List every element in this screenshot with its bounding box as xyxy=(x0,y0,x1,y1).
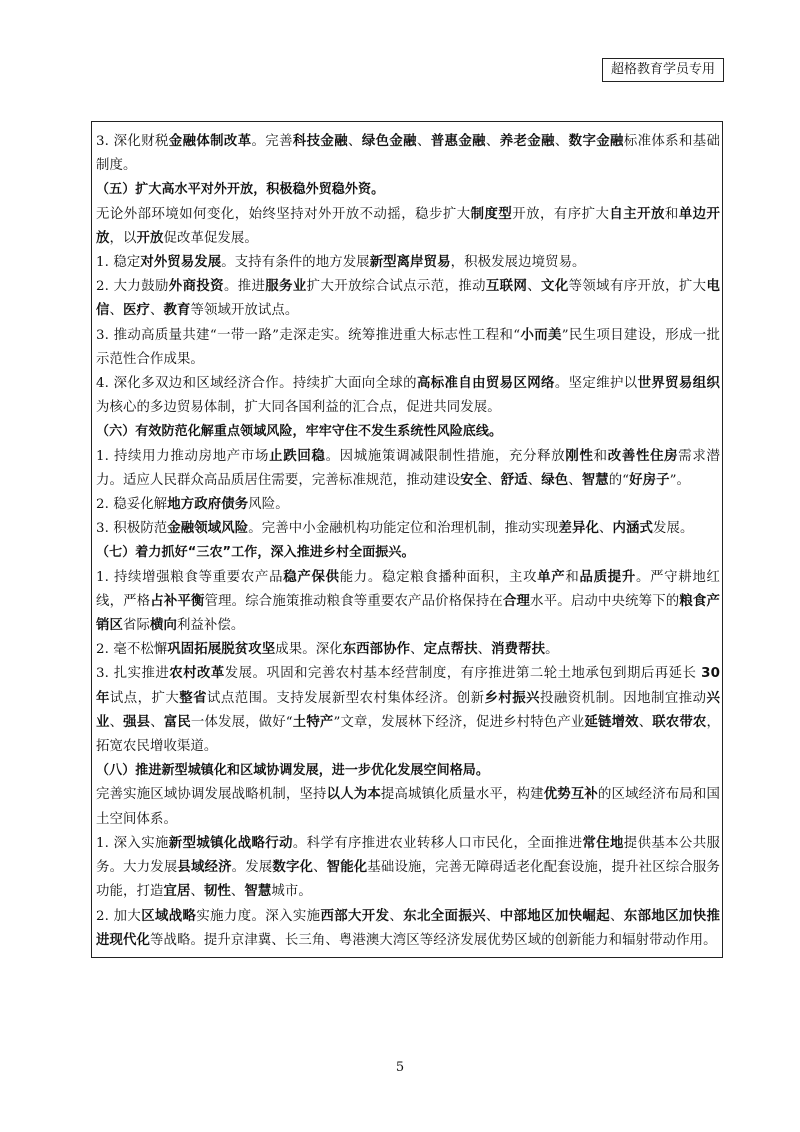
text-run: 1. 持续用力推动房地产市场 xyxy=(96,448,270,464)
text-run: 实施力度。深入实施 xyxy=(196,908,321,924)
bold-term: 智慧 xyxy=(244,884,272,900)
bold-term: 养老金融 xyxy=(499,134,555,149)
bold-term: 新型城镇化战略行动 xyxy=(168,835,293,851)
text-run: 、 xyxy=(527,279,542,295)
text-run: 试点，扩大 xyxy=(109,690,180,706)
text-run: 、 xyxy=(554,134,569,149)
bold-term: 农村改革 xyxy=(169,666,225,682)
section-heading xyxy=(96,759,720,783)
text-run: 为核心的多边贸易体制，扩大同各国利益的汇合点，促进共同发展。 xyxy=(96,400,501,416)
bold-term: 强县 xyxy=(123,714,151,730)
bold-term: 智慧 xyxy=(581,472,609,488)
text-run: 1. 持续增强粮食等重要农产品 xyxy=(96,569,284,585)
bold-term: 制度型 xyxy=(470,206,513,222)
text-run: 等领域开放试点。 xyxy=(190,303,299,319)
page-number: 5 xyxy=(395,1060,405,1075)
text-run: 、 xyxy=(389,908,404,924)
bold-term: 联农带农 xyxy=(652,714,707,730)
text-run: 试点范围。支持发展新型农村集体经济。创新 xyxy=(207,690,485,706)
text-run: 、 xyxy=(109,714,124,730)
paragraph xyxy=(96,275,720,323)
text-run: 完善实施区域协调发展战略机制，坚持 xyxy=(96,787,327,803)
text-run: 2. 加大 xyxy=(96,908,142,924)
text-run: 水平。启动中央统筹下的 xyxy=(530,593,680,609)
text-run: 、 xyxy=(109,303,123,319)
paragraph xyxy=(96,638,720,662)
text-run: 促改革促发展。 xyxy=(163,230,258,246)
bold-term: 绿色 xyxy=(541,472,569,488)
bold-term: 医疗 xyxy=(123,303,150,319)
text-run: 、 xyxy=(348,134,362,149)
bold-term: 金融体制改革 xyxy=(168,134,252,149)
text-run: 和 xyxy=(664,206,679,222)
bold-term: 电信 xyxy=(96,279,720,319)
text-run: 、 xyxy=(410,642,424,658)
bold-term: 整省 xyxy=(179,690,207,706)
bold-term: 常住地 xyxy=(582,835,624,851)
bold-term: 小而美 xyxy=(520,327,562,343)
text-run: ，积极发展边境贸易。 xyxy=(450,255,586,271)
text-run: 开放，有序扩大 xyxy=(512,206,610,222)
bold-term: 东北全面振兴 xyxy=(403,908,486,924)
text-run: （六）有效防范化解重点领域风险，牢牢守住不发生系统性风险底线。 xyxy=(96,424,503,440)
text-run: ”文章，发展林下经济，促进乡村特色产业 xyxy=(333,714,585,730)
text-run: 。因城施策调减限制性措施，充分释放 xyxy=(325,448,566,464)
text-run: 、 xyxy=(477,642,492,658)
text-run: 4. 深化多双边和区域经济合作。持续扩大面向全球的 xyxy=(96,376,417,392)
text-run: 。 xyxy=(545,642,559,658)
text-run: 3. 深化财税 xyxy=(96,134,169,149)
bold-term: 富民 xyxy=(163,714,191,730)
paragraph xyxy=(96,517,720,541)
text-run: 、 xyxy=(568,472,582,488)
text-run: 、 xyxy=(485,134,500,149)
text-run: 。支持有条件的地方发展 xyxy=(221,255,370,271)
text-run: 投融资机制。因地制宜推动 xyxy=(540,690,707,706)
text-run: 成果。深化 xyxy=(275,642,343,658)
text-run: 城市。 xyxy=(271,884,312,900)
text-run: 。坚定维护以 xyxy=(554,376,638,392)
paragraph xyxy=(96,203,720,251)
bold-term: 内涵式 xyxy=(612,521,654,537)
text-run: 2. 大力鼓励 xyxy=(96,279,169,295)
bold-term: 乡村振兴 xyxy=(484,690,540,706)
text-run: 发展。 xyxy=(653,521,694,537)
bold-term: 兴业 xyxy=(96,690,720,730)
text-run: 、 xyxy=(313,860,327,876)
paragraph xyxy=(96,662,720,759)
paragraph xyxy=(96,905,720,953)
text-run: 发展。巩固和完善农村基本经营制度，有序推进第二轮土地承包到期后再延长 xyxy=(224,666,702,682)
bold-term: 数字化 xyxy=(272,860,314,876)
text-run: 能力。稳定粮食播种面积，主攻 xyxy=(339,569,538,585)
bold-term: 教育 xyxy=(163,303,191,319)
bold-term: 智能化 xyxy=(326,860,368,876)
bold-term: 外商投资 xyxy=(168,279,224,295)
paragraph xyxy=(96,445,720,493)
paragraph xyxy=(96,493,720,517)
bold-term: 舒适 xyxy=(500,472,528,488)
text-run: （七）着力抓好“三农”工作，深入推进乡村全面振兴。 xyxy=(96,545,415,561)
text-run: 、 xyxy=(485,908,500,924)
bold-term: 止跌回稳 xyxy=(269,448,326,464)
bold-term: 自主开放 xyxy=(609,206,665,222)
paragraph xyxy=(96,251,720,275)
text-run: 等战略。提升京津冀、长三角、粤港澳大湾区等经济发展优势区域的创新能力和辐射带动作用。 xyxy=(149,932,717,948)
bold-term: 对外贸易发展 xyxy=(140,255,222,271)
section-heading xyxy=(96,178,720,202)
bold-term: 延链增效 xyxy=(584,714,639,730)
bold-term: 刚性 xyxy=(565,448,594,464)
bold-term: 消费帮扶 xyxy=(491,642,546,658)
text-run: 、 xyxy=(149,303,164,319)
bold-term: 横向 xyxy=(149,618,177,634)
bold-term: 中部地区加快崛起 xyxy=(499,908,610,924)
text-run: 扩大开放综合试点示范，推动 xyxy=(306,279,486,295)
text-run: 利益补偿。 xyxy=(176,618,245,634)
bold-term: 土特产 xyxy=(292,714,334,730)
text-run: ，拓宽农民增收渠道。 xyxy=(96,714,720,755)
paragraph xyxy=(96,372,720,420)
bold-term: 改善性住房 xyxy=(607,448,679,464)
section-heading xyxy=(96,420,720,444)
text-run: 。完善中小金融机构功能定位和治理机制，推动实现 xyxy=(248,521,559,537)
text-run: 。完善 xyxy=(251,134,293,149)
text-run: 、 xyxy=(150,714,164,730)
bold-term: 金融领域风险 xyxy=(167,521,249,537)
text-run: ”民生项目建设，形成一批示范性合作成果。 xyxy=(96,327,720,367)
bold-term: 西部大开发 xyxy=(320,908,390,924)
text-run: 需求潜力。适应人民群众高品质居住需要，完善标准规范，推动建设 xyxy=(96,448,721,488)
text-run: 3. 积极防范 xyxy=(96,521,168,537)
text-run: 提高城镇化质量水平，构建 xyxy=(380,787,544,803)
text-run: （五）扩大高水平对外开放，积极稳外贸稳外资。 xyxy=(96,182,385,198)
text-run: 一体发展，做好“ xyxy=(190,714,293,730)
bold-term: 绿色金融 xyxy=(361,134,417,149)
bold-term: 开放 xyxy=(136,230,164,246)
paragraph xyxy=(96,324,720,372)
document-body xyxy=(96,130,720,953)
text-run: 标准体系和基础制度。 xyxy=(96,134,721,174)
text-run: 、 xyxy=(638,714,653,730)
text-run: 和 xyxy=(593,448,608,464)
text-run: 管理。综合施策推动粮食等重要农产品价格保持在 xyxy=(204,593,503,609)
text-run: 1. 稳定 xyxy=(96,255,141,271)
bold-term: 数字金融 xyxy=(568,134,624,149)
bold-term: 单边开放 xyxy=(96,206,720,246)
paragraph xyxy=(96,130,720,178)
bold-term: 稳产保供 xyxy=(283,569,340,585)
bold-term: 新型离岸贸易 xyxy=(369,255,451,271)
bold-term: 粮食产销区 xyxy=(96,593,720,634)
text-run: 、 xyxy=(527,472,542,488)
text-run: （八）推进新型城镇化和区域协调发展，进一步优化发展空间格局。 xyxy=(96,763,490,779)
text-run: 2. 稳妥化解 xyxy=(96,497,168,513)
text-run: 、 xyxy=(416,134,431,149)
bold-term: 定点帮扶 xyxy=(423,642,478,658)
bold-term: 单产 xyxy=(537,569,566,585)
paragraph xyxy=(96,566,720,639)
text-run: 提供基本公共服务。大力发展 xyxy=(96,835,720,876)
bold-term: 互联网 xyxy=(485,279,528,295)
text-run: 的“ xyxy=(608,472,630,488)
text-run: ”。 xyxy=(669,472,691,488)
bold-term: 占补平衡 xyxy=(150,593,205,609)
section-heading xyxy=(96,541,720,565)
text-run: 省际 xyxy=(122,618,150,634)
text-run: 、 xyxy=(487,472,501,488)
text-run: 。发展 xyxy=(231,860,273,876)
bold-term: 服务业 xyxy=(265,279,307,295)
text-run: 。科学有序推进农业转移人口市民化，全面推进 xyxy=(292,835,583,851)
bold-term: 品质提升 xyxy=(579,569,636,585)
bold-term: 以人为本 xyxy=(326,787,381,803)
text-run: 2. 毫不松懈 xyxy=(96,642,168,658)
bold-term: 安全 xyxy=(460,472,488,488)
text-run: 等领域有序开放，扩大 xyxy=(568,279,707,295)
paragraph xyxy=(96,832,720,905)
watermark-stamp: 超格教育学员专用 xyxy=(602,58,724,82)
text-run: 风险。 xyxy=(248,497,289,513)
text-run: 、 xyxy=(599,521,613,537)
bold-term: 区域战略 xyxy=(141,908,197,924)
bold-term: 文化 xyxy=(541,279,569,295)
text-run: 、 xyxy=(230,884,245,900)
text-run: 3. 扎实推进 xyxy=(96,666,170,682)
bold-term: 东部地区加快推进现代化 xyxy=(96,908,720,948)
text-run: 。推进 xyxy=(223,279,266,295)
bold-term: 东西部协作 xyxy=(342,642,411,658)
text-run: 3. 推动高质量共建“一带一路”走深走实。统筹推进重大标志性工程和“ xyxy=(96,327,521,343)
text-run: 、 xyxy=(190,884,204,900)
bold-term: 巩固拓展脱贫攻坚 xyxy=(167,642,276,658)
text-run: 、 xyxy=(609,908,624,924)
text-run: 。严守耕地红线，严格 xyxy=(96,569,720,609)
text-run: 和 xyxy=(565,569,580,585)
text-run: ，以 xyxy=(109,230,137,246)
bold-term: 韧性 xyxy=(203,884,231,900)
text-run: 的区域经济布局和国土空间体系。 xyxy=(96,787,720,827)
bold-term: 宜居 xyxy=(163,884,191,900)
bold-term: 县域经济 xyxy=(177,860,232,876)
bold-term: 世界贸易组织 xyxy=(637,376,720,392)
bold-term: 普惠金融 xyxy=(430,134,486,149)
bold-term: 合理 xyxy=(502,593,531,609)
bold-term: 优势互补 xyxy=(543,787,598,803)
text-run: 基础设施，完善无障碍适老化配套设施，提升社区综合服务功能，打造 xyxy=(96,860,720,900)
paragraph xyxy=(96,783,720,831)
bold-term: 地方政府债务 xyxy=(167,497,249,513)
bold-term: 差异化 xyxy=(558,521,600,537)
bold-term: 高标准自由贸易区网络 xyxy=(416,376,555,392)
bold-term: 好房子 xyxy=(629,472,670,488)
text-run: 无论外部环境如何变化，始终坚持对外开放不动摇，稳步扩大 xyxy=(96,206,471,222)
bold-term: 30 年 xyxy=(96,666,720,706)
bold-term: 科技金融 xyxy=(292,134,349,149)
text-run: 1. 深入实施 xyxy=(96,835,169,851)
